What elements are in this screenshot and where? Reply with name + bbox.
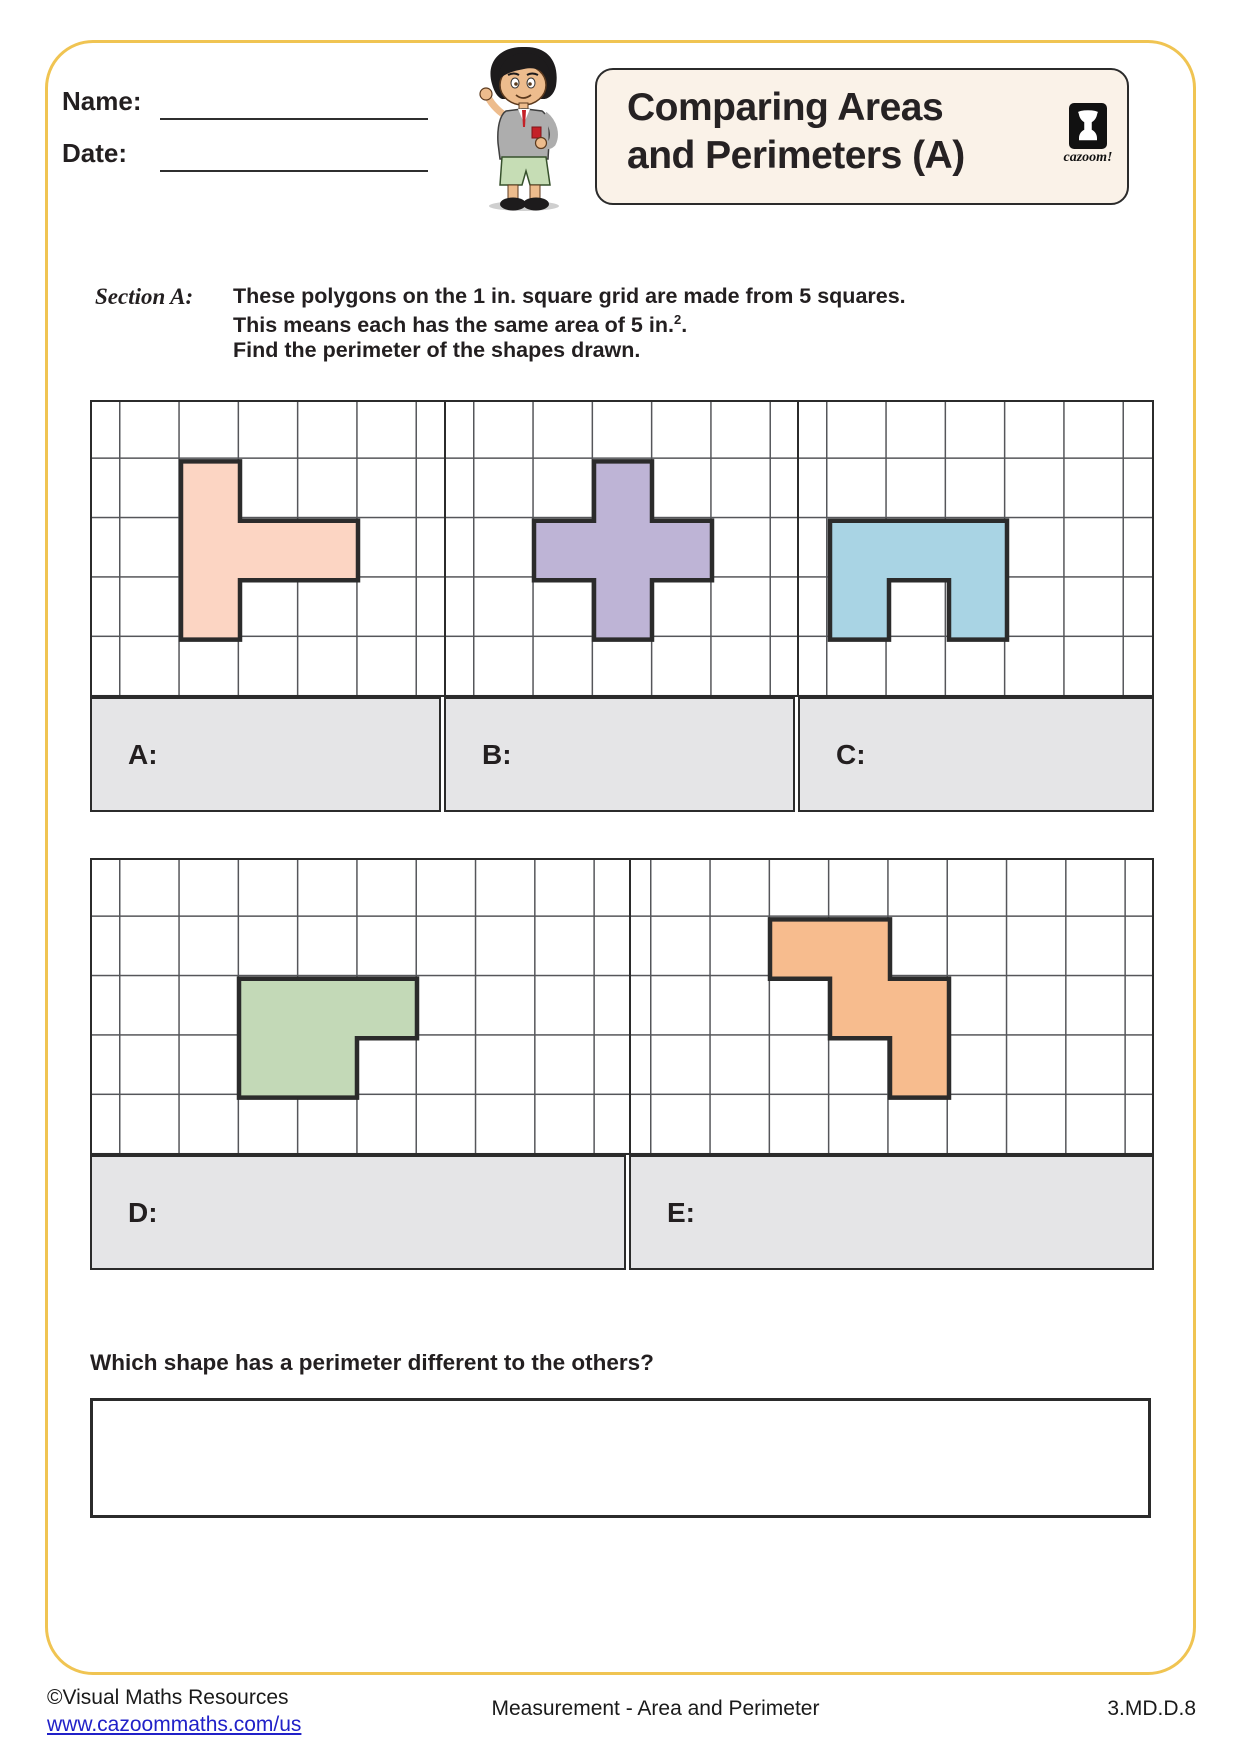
cazoom-logo-text: cazoom! — [1063, 150, 1113, 165]
footer-topic: Measurement - Area and Perimeter — [491, 1697, 820, 1720]
title-box — [595, 68, 1129, 205]
date-write-line — [160, 170, 428, 172]
grid-1 — [90, 400, 1154, 697]
answer-cell-a — [90, 697, 441, 812]
instruction-line-3: Find the perimeter of the shapes drawn. — [233, 337, 641, 362]
answer-label-e: E: — [667, 1196, 695, 1228]
answer-cell-c — [798, 697, 1154, 812]
title-line-2: and Perimeters (A) — [627, 134, 965, 177]
grid-panel-b — [446, 402, 800, 695]
grid-panel-e — [631, 860, 1152, 1153]
name-write-line — [160, 118, 428, 120]
answer-label-d: D: — [128, 1196, 158, 1228]
answer-cell-b — [444, 697, 795, 812]
date-label: Date: — [62, 138, 128, 168]
answer-label-a: A: — [128, 738, 158, 770]
final-answer-box — [90, 1398, 1151, 1518]
footer-standard-code: 3.MD.D.8 — [1107, 1697, 1196, 1720]
answer-cell-e — [629, 1155, 1154, 1270]
section-a-instructions — [233, 284, 906, 362]
footer-copyright: ©Visual Maths Resources — [47, 1686, 289, 1709]
grid-panel-a — [92, 402, 446, 695]
squared-superscript: 2 — [673, 312, 682, 328]
instruction-line-2: This means each has the same area of 5 in.$^2$. — [233, 312, 688, 338]
cazoom-drum-icon — [1069, 103, 1107, 149]
answer-label-c: C: — [836, 738, 866, 770]
footer-url-link[interactable]: www.cazoommaths.com/us — [47, 1713, 302, 1736]
answer-band-2 — [90, 1155, 1154, 1270]
cazoom-logo — [1063, 103, 1113, 166]
instruction-line-1: These polygons on the 1 in. square grid are made from 5 squares. — [233, 284, 906, 308]
answer-band-1 — [90, 697, 1154, 812]
grid-panel-c — [799, 402, 1152, 695]
grid-2 — [90, 858, 1154, 1155]
final-question: Which shape has a perimeter different to the others? — [90, 1350, 654, 1375]
answer-label-b: B: — [482, 738, 512, 770]
answer-cell-d — [90, 1155, 626, 1270]
title-line-1: Comparing Areas — [627, 86, 944, 129]
section-a-label: Section A: — [95, 284, 194, 309]
name-label: Name: — [62, 86, 142, 116]
grid-panel-d — [92, 860, 631, 1153]
page-title — [627, 84, 965, 180]
